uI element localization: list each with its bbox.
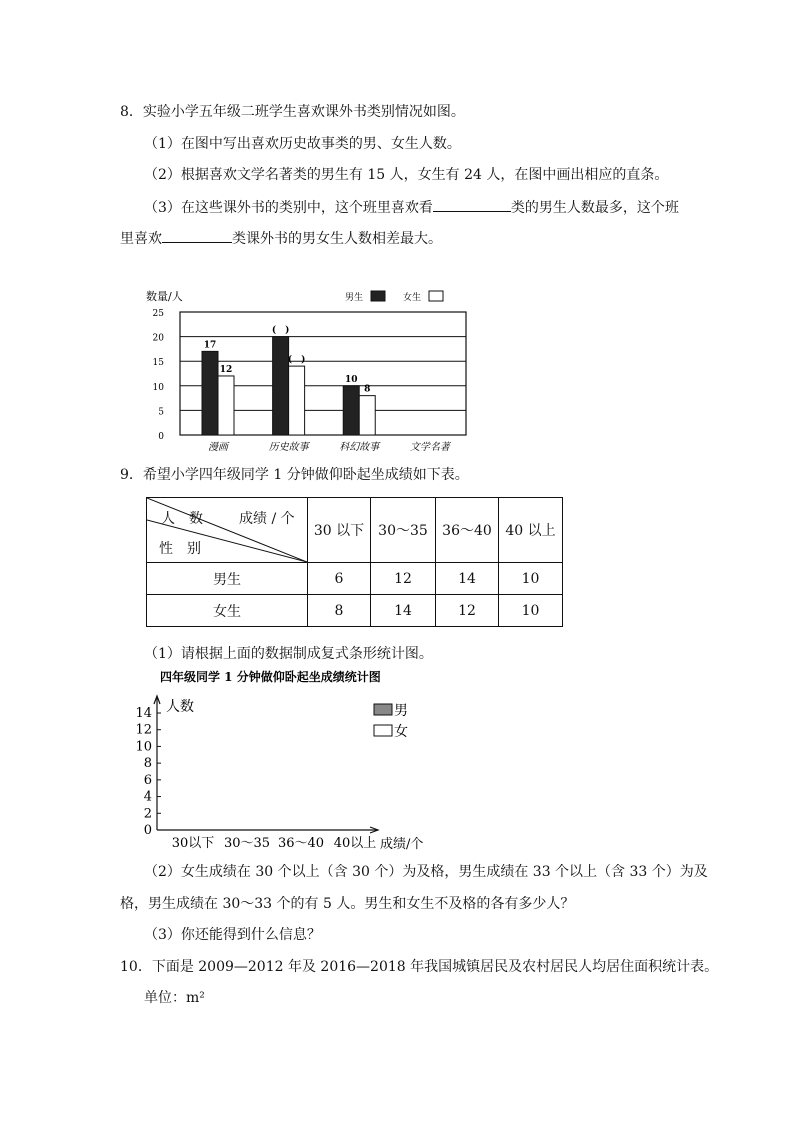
table-cell: 10 xyxy=(499,595,563,627)
chart1-category-label: 历史故事 xyxy=(268,442,309,453)
chart2-legend xyxy=(374,703,408,740)
table-cell: 10 xyxy=(499,563,563,595)
chart2-legend-swatch xyxy=(374,704,392,715)
corner-top-b: 成绩 / 个 xyxy=(239,511,295,527)
q8-sub3-text-b: 类的男生人数最多，这个班 xyxy=(510,200,679,216)
chart1-bar-female xyxy=(218,376,234,435)
table-cell: 14 xyxy=(436,563,499,595)
chart1-data-label: ( ) xyxy=(271,325,290,336)
corner-bottom: 性 别 xyxy=(159,541,201,557)
chart1-data-label: ( ) xyxy=(287,355,306,366)
q8-title: 8．实验小学五年级二班学生喜欢课外书类别情况如图。 xyxy=(120,104,465,120)
chart1-bars xyxy=(202,337,375,435)
chart1-bar-female xyxy=(289,366,305,435)
chart1-data-label: 8 xyxy=(364,384,371,395)
q9-title: 9．希望小学四年级同学 1 分钟做仰卧起坐成绩如下表。 xyxy=(120,467,469,483)
chart2-legend-label: 女 xyxy=(394,724,408,740)
chart1-ytick-label: 0 xyxy=(158,432,164,442)
score-table xyxy=(146,497,563,627)
table-cell: 14 xyxy=(371,595,436,627)
chart1-legend-label: 男生 xyxy=(345,293,364,303)
chart1-bar-male xyxy=(273,337,289,435)
col-header: 36～40 xyxy=(436,498,499,563)
q9-sub2-line1: （2）女生成绩在 30 个以上（含 30 个）为及格，男生成绩在 33 个以上（含 33 个）为及 xyxy=(144,864,708,880)
q8-sub3-text-d: 类课外书的男女生人数相差最大。 xyxy=(232,231,442,247)
chart1-data-label: 10 xyxy=(344,374,358,385)
chart1-legend-swatch xyxy=(429,291,443,301)
table-cell: 6 xyxy=(308,563,371,595)
table-cell: 8 xyxy=(308,595,371,627)
chart1-category-label: 漫画 xyxy=(208,442,228,453)
chart1-categories xyxy=(208,441,452,453)
col-header: 30～35 xyxy=(371,498,436,563)
chart2-ytick-label: 8 xyxy=(143,756,152,772)
chart2-legend-label: 男 xyxy=(394,703,408,719)
answer-blank-1[interactable] xyxy=(433,197,511,212)
chart1-bar-female xyxy=(359,396,375,435)
q9-blank-bar-chart xyxy=(130,668,450,854)
chart1-category-label: 文学名著 xyxy=(409,442,450,453)
chart1-ytick-label: 20 xyxy=(152,333,164,344)
chart2-ytick-label: 10 xyxy=(135,739,152,755)
chart1-yticks xyxy=(153,309,165,442)
chart1-legend xyxy=(345,291,443,303)
chart2-ytick-label: 0 xyxy=(143,823,152,838)
chart1-bar-male xyxy=(202,351,218,435)
chart2-ytick-label: 2 xyxy=(143,806,152,822)
chart2-ylabel: 人数 xyxy=(166,699,194,715)
col-header: 30 以下 xyxy=(308,498,371,563)
q9-sub1: （1）请根据上面的数据制成复式条形统计图。 xyxy=(144,646,433,662)
chart2-ytick-label: 6 xyxy=(143,772,152,788)
chart1-ytick-label: 5 xyxy=(158,407,164,418)
q10-unit: 单位：m² xyxy=(144,990,205,1006)
chart2-category-label: 40以上 xyxy=(333,836,377,851)
table-cell: 12 xyxy=(371,563,436,595)
chart1-data-label: 17 xyxy=(203,340,217,351)
chart1-legend-label: 女生 xyxy=(403,293,422,303)
table-row xyxy=(147,595,563,627)
q8-sub3-line1 xyxy=(144,197,679,218)
table-cell: 12 xyxy=(436,595,499,627)
chart2-xlabel: 成绩/个 xyxy=(380,837,424,852)
chart2-axes xyxy=(154,696,378,833)
row-label: 女生 xyxy=(147,595,308,627)
q8-sub3-text-c: 里喜欢 xyxy=(120,231,162,247)
chart1-ytick-label: 25 xyxy=(152,309,164,319)
q10-title: 10．下面是 2009—2012 年及 2016—2018 年我国城镇居民及农村居民人均居住面积统计表。 xyxy=(120,959,719,975)
col-header: 40 以上 xyxy=(499,498,563,563)
q8-sub3-line2 xyxy=(120,228,442,249)
corner-top-a: 人 数 xyxy=(161,511,203,527)
chart1-category-label: 科幻故事 xyxy=(339,442,380,453)
q9-sub3: （3）你还能得到什么信息？ xyxy=(144,927,321,943)
chart1-data-label: 12 xyxy=(219,364,233,375)
chart2-category-label: 36～40 xyxy=(277,836,325,851)
chart1-ylabel: 数量/人 xyxy=(146,290,183,303)
chart1-ytick-label: 10 xyxy=(152,382,164,393)
chart1-legend-swatch xyxy=(371,291,385,301)
chart2-ytick-label: 14 xyxy=(135,706,152,721)
chart1-ytick-label: 15 xyxy=(152,358,164,369)
q8-sub3-text-a: （3）在这些课外书的类别中，这个班里喜欢看 xyxy=(144,200,433,216)
q8-sub1: （1）在图中写出喜欢历史故事类的男、女生人数。 xyxy=(144,136,461,152)
chart2-ytick-label: 12 xyxy=(135,722,152,738)
chart2-categories xyxy=(172,836,377,851)
table-row xyxy=(147,563,563,595)
q8-bar-chart xyxy=(140,282,480,454)
chart2-category-label: 30以下 xyxy=(171,836,215,851)
chart1-bar-male xyxy=(343,386,359,435)
chart2-legend-swatch xyxy=(374,725,392,736)
answer-blank-2[interactable] xyxy=(162,228,232,243)
chart2-category-label: 30～35 xyxy=(223,836,271,851)
chart2-ytick-label: 4 xyxy=(143,789,152,805)
table-corner-cell xyxy=(147,498,308,563)
q8-sub2: （2）根据喜欢文学名著类的男生有 15 人，女生有 24 人，在图中画出相应的直条。 xyxy=(144,167,669,183)
q9-sub2-line2: 格，男生成绩在 30～33 个的有 5 人。男生和女生不及格的各有多少人？ xyxy=(120,896,575,912)
row-label: 男生 xyxy=(147,563,308,595)
chart2-title: 四年级同学 1 分钟做仰卧起坐成绩统计图 xyxy=(160,670,381,684)
